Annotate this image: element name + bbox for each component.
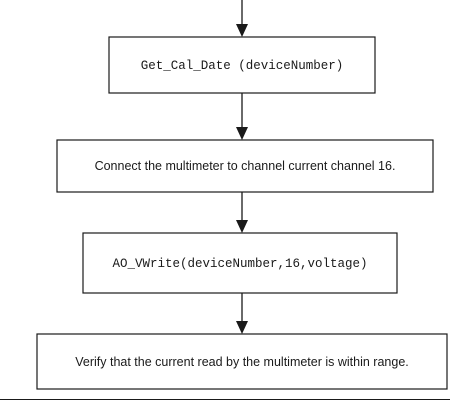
step-verify-current-label: Verify that the current read by the multimeter is within range. <box>75 355 409 369</box>
step-ao-vwrite <box>83 233 397 293</box>
arrow-step3-to-step4 <box>236 293 248 334</box>
step-get-cal-date <box>109 37 375 93</box>
incoming-arrow <box>236 0 248 37</box>
step-ao-vwrite-label: AO_VWrite(deviceNumber,16,voltage) <box>112 257 368 271</box>
arrow-step1-to-step2 <box>236 93 248 140</box>
step-get-cal-date-label: Get_Cal_Date (deviceNumber) <box>140 59 344 73</box>
step-connect-multimeter-label: Connect the multimeter to channel current channel 16. <box>94 159 396 173</box>
step-verify-current <box>37 334 447 389</box>
step-connect-multimeter <box>57 140 433 192</box>
arrow-step2-to-step3 <box>236 192 248 233</box>
